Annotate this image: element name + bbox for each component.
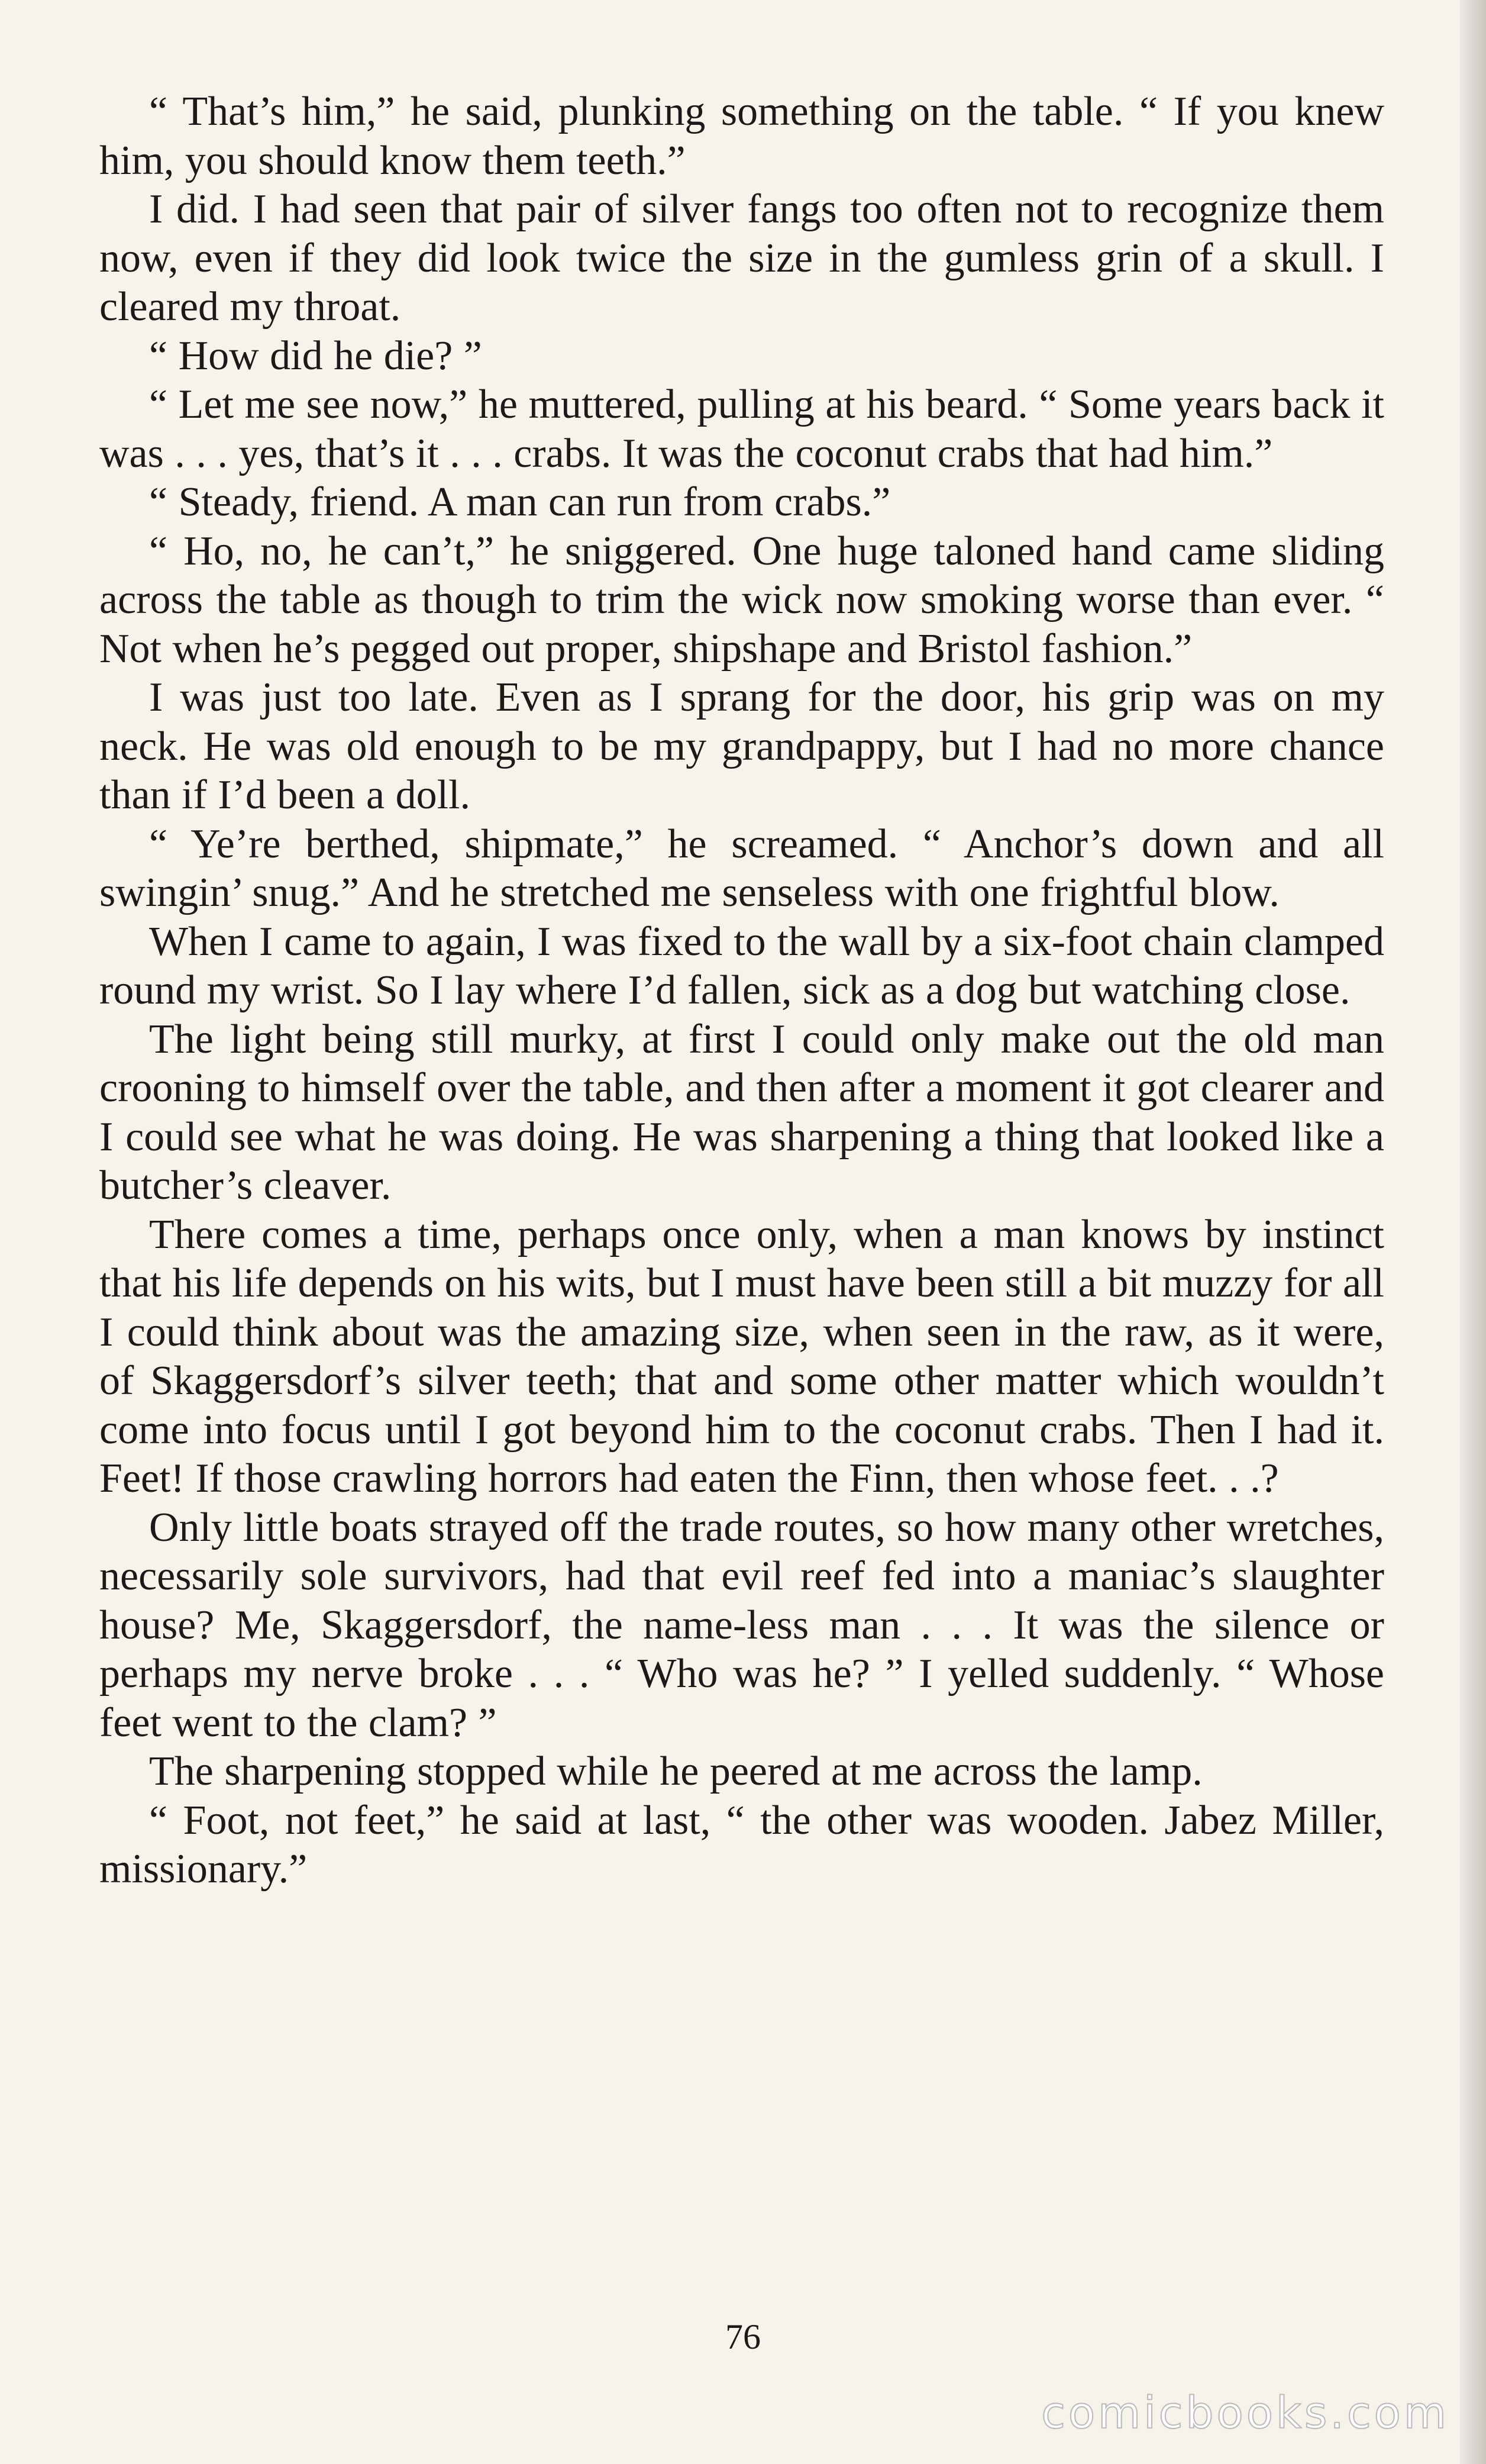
paragraph: “ Foot, not feet,” he said at last, “ the other was wooden. Jabez Miller, missionary.” — [99, 1797, 1384, 1892]
paragraph: I did. I had seen that pair of silver fangs too often not to recognize them now, even if they did look twice the size in the gumless grin of a skull. I cleared my throat. — [99, 186, 1384, 330]
watermark: comicbooks.com — [1041, 2388, 1449, 2439]
paragraph: “ How did he die? ” — [149, 333, 482, 379]
paragraph: When I came to again, I was fixed to the wall by a six-foot chain clamped round my wrist. So I lay where I’d fallen, sick as a dog but watching close. — [99, 918, 1384, 1013]
page-edge — [1460, 0, 1486, 2464]
page-number: 76 — [725, 2317, 761, 2356]
paragraph: “ Let me see now,” he muttered, pulling at his beard. “ Some years back it was . . . yes, that’s it . . . crabs. It was the coconut crabs that had him.” — [99, 382, 1384, 476]
body-text — [99, 88, 1384, 1894]
paragraph: I was just too late. Even as I sprang for the door, his grip was on my neck. He was old enough to be my grandpappy, but I had no more chance than if I’d been a doll. — [99, 675, 1384, 818]
paragraph: The sharpening stopped while he peered at me across the lamp. — [149, 1749, 1203, 1794]
paragraph: “ That’s him,” he said, plunking something on the table. “ If you knew him, you should know them teeth.” — [99, 89, 1384, 183]
paragraph: “ Ye’re berthed, shipmate,” he screamed. “ Anchor’s down and all swingin’ snug.” And he stretched me senseless with one frightful blow. — [99, 821, 1384, 915]
paragraph: There comes a time, perhaps once only, when a man knows by instinct that his life depends on his wits, but I must have been still a bit muzzy for all I could think about was the amazing size, when seen in the raw, as it were, of Skaggersdorf’s silver teeth; that and some other matter which wouldn’t come into focus until I got beyond him to the coconut crabs. Then I had it. Feet! If those crawling horrors had eaten the Finn, then whose feet. . .? — [99, 1211, 1384, 1501]
paragraph: “ Ho, no, he can’t,” he sniggered. One huge taloned hand came sliding across the table as though to trim the wick now smoking worse than ever. “ Not when he’s pegged out proper, shipshape and Bristol fashion.” — [99, 528, 1384, 672]
paragraph: The light being still murky, at first I could only make out the old man crooning to himself over the table, and then after a moment it got clearer and I could see what he was doing. He was sharpening a thing that looked like a butcher’s cleaver. — [99, 1016, 1384, 1208]
paragraph: “ Steady, friend. A man can run from crabs.” — [149, 479, 891, 525]
paragraph: Only little boats strayed off the trade routes, so how many other wretches, necessarily sole survivors, had that evil reef fed into a maniac’s slaughter house? Me, Skaggersdorf, the name-less man . . . It was the silence or perhaps my nerve broke . . . “ Who was he? ” I yelled suddenly. “ Whose feet went to the clam? ” — [99, 1504, 1384, 1746]
